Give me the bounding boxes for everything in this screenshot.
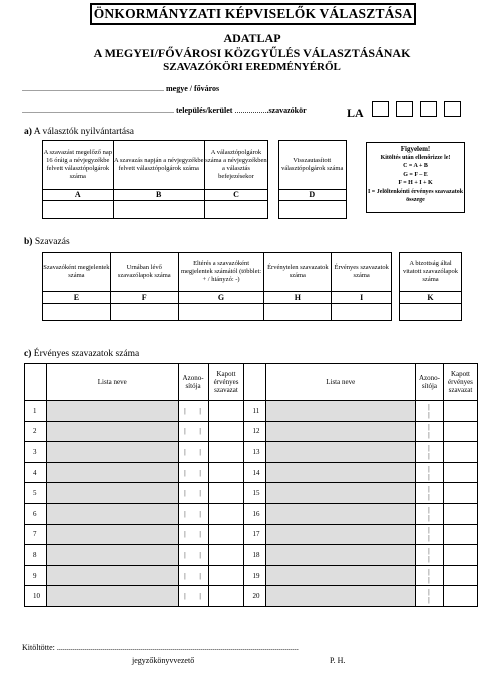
list-name-cell[interactable] [266, 524, 416, 545]
votes-header-right: Kapott érvényes szavazat [443, 364, 477, 401]
row-number: 12 [244, 421, 266, 442]
col-b-header: A szavazás napján a névjegyzékbe felvett választópolgárok száma [113, 141, 204, 190]
list-id-cell[interactable]: | | [415, 503, 443, 524]
list-id-cell[interactable]: | | [178, 442, 208, 463]
table-row [25, 483, 478, 504]
list-name-header-left: Lista neve [46, 364, 178, 401]
voting-table [42, 252, 462, 321]
list-name-cell[interactable] [266, 483, 416, 504]
votes-cell[interactable] [443, 421, 477, 442]
col-e-header: Szavazóként megjelentek száma [43, 253, 111, 292]
settlement-label: település/kerület [176, 106, 233, 115]
row-number: 10 [25, 586, 47, 607]
col-h-value[interactable] [264, 304, 332, 321]
votes-cell[interactable] [208, 545, 244, 566]
list-id-cell[interactable]: | | [415, 524, 443, 545]
col-f-letter: F [110, 292, 178, 304]
notice-line-2: G = F – E [403, 171, 428, 178]
ph-label: P. H. [330, 656, 346, 665]
row-number: 17 [244, 524, 266, 545]
district-label: .szavazókör [266, 106, 307, 115]
col-h-letter: H [264, 292, 332, 304]
col-k-value[interactable] [400, 304, 462, 321]
filled-by-label: Kitöltötte: [22, 643, 55, 652]
voter-registry-table [42, 140, 347, 219]
section-c-heading [24, 349, 139, 359]
list-id-cell[interactable]: | | [178, 503, 208, 524]
col-d-value[interactable] [278, 201, 347, 219]
form-title: ÖNKORMÁNYZATI KÉPVISELŐK VÁLASZTÁSA [90, 3, 416, 25]
votes-cell[interactable] [208, 401, 244, 422]
list-name-cell[interactable] [266, 401, 416, 422]
settlement-row [22, 106, 307, 116]
list-name-cell[interactable] [266, 442, 416, 463]
district-dots[interactable]: ................ [234, 106, 267, 115]
col-a-value[interactable] [43, 201, 114, 219]
col-h-header: Érvénytelen szavazatok száma [264, 253, 332, 292]
row-number: 5 [25, 483, 47, 504]
list-name-cell[interactable] [46, 565, 178, 586]
row-number: 7 [25, 524, 47, 545]
notice-line-3: F = H + I + K [398, 180, 433, 186]
list-name-cell[interactable] [46, 442, 178, 463]
row-number: 9 [25, 565, 47, 586]
row-number: 1 [25, 401, 47, 422]
list-id-cell[interactable]: | | [178, 545, 208, 566]
table-row [25, 524, 478, 545]
la-box-2[interactable] [396, 101, 413, 117]
col-i-value[interactable] [332, 304, 392, 321]
list-name-cell[interactable] [266, 545, 416, 566]
list-id-cell[interactable]: | | [415, 483, 443, 504]
col-d-header: Visszautasított választópolgárok száma [278, 141, 347, 190]
votes-cell[interactable] [443, 565, 477, 586]
row-number: 2 [25, 421, 47, 442]
row-number: 4 [25, 462, 47, 483]
list-name-header-right: Lista neve [266, 364, 416, 401]
list-name-cell[interactable] [46, 421, 178, 442]
list-id-cell[interactable]: | | [178, 586, 208, 607]
col-k-header: A bizottság által vitatott szavazólapok száma [400, 253, 462, 292]
col-d-letter: D [278, 190, 347, 201]
table-row [25, 586, 478, 607]
votes-cell[interactable] [208, 442, 244, 463]
row-number: 14 [244, 462, 266, 483]
notice-line-4: I = Jelöltenkénti érvényes szavazatok összege [367, 188, 464, 203]
col-f-header: Urnában lévő szavazólapok száma [110, 253, 178, 292]
list-id-cell[interactable]: | | [415, 401, 443, 422]
row-number: 16 [244, 503, 266, 524]
votes-cell[interactable] [443, 545, 477, 566]
row-number: 6 [25, 503, 47, 524]
list-name-cell[interactable] [46, 401, 178, 422]
section-c-title: Érvényes szavazatok száma [33, 349, 140, 359]
votes-cell[interactable] [208, 421, 244, 442]
table-row [25, 545, 478, 566]
list-id-cell[interactable]: | | [178, 421, 208, 442]
list-name-cell[interactable] [266, 586, 416, 607]
section-b-heading [24, 237, 70, 247]
col-i-header: Érvényes szavazatok száma [332, 253, 392, 292]
row-number: 15 [244, 483, 266, 504]
votes-cell[interactable] [208, 462, 244, 483]
list-name-cell[interactable] [46, 483, 178, 504]
id-header-right: Azono-sítója [415, 364, 443, 401]
votes-cell[interactable] [208, 524, 244, 545]
col-f-value[interactable] [110, 304, 178, 321]
county-dots[interactable]: ....................................................................... [22, 84, 164, 93]
votes-cell[interactable] [443, 401, 477, 422]
list-id-cell[interactable]: | | [415, 462, 443, 483]
notary-label: jegyzőkönyvvezető [132, 656, 195, 665]
list-id-cell[interactable]: | | [178, 565, 208, 586]
notice-line-1: C = A + B [403, 163, 428, 169]
col-c-header: A választópolgárok száma a névjegyzékben a választás befejezésekor [204, 141, 267, 190]
col-c-letter: C [204, 190, 267, 201]
settlement-dots[interactable]: ............................................................................ [22, 106, 174, 115]
votes-cell[interactable] [208, 503, 244, 524]
table-gap [268, 141, 278, 190]
list-name-cell[interactable] [46, 586, 178, 607]
col-e-letter: E [43, 292, 111, 304]
votes-header-left: Kapott érvényes szavazat [208, 364, 244, 401]
section-a-title: A választók nyilvántartása [33, 127, 135, 137]
table-row [25, 462, 478, 483]
list-id-cell[interactable]: | | [415, 565, 443, 586]
section-a-marker: a) [24, 127, 32, 137]
list-name-cell[interactable] [46, 462, 178, 483]
row-number: 19 [244, 565, 266, 586]
list-id-cell[interactable]: | | [415, 545, 443, 566]
list-name-cell[interactable] [266, 421, 416, 442]
filled-by-dots[interactable]: ......................................................................................................................... [56, 643, 299, 652]
list-id-cell[interactable]: | | [178, 401, 208, 422]
votes-cell[interactable] [443, 586, 477, 607]
row-number: 8 [25, 545, 47, 566]
col-b-letter: B [113, 190, 204, 201]
votes-cell[interactable] [208, 586, 244, 607]
votes-cell[interactable] [443, 462, 477, 483]
row-number: 13 [244, 442, 266, 463]
row-number: 3 [25, 442, 47, 463]
list-name-cell[interactable] [46, 524, 178, 545]
col-k-letter: K [400, 292, 462, 304]
votes-cell[interactable] [208, 483, 244, 504]
col-g-value[interactable] [178, 304, 264, 321]
list-name-cell[interactable] [266, 503, 416, 524]
footer-filled-row [22, 643, 299, 652]
la-box-4[interactable] [444, 101, 461, 117]
section-c-marker: c) [24, 349, 32, 359]
votes-cell[interactable] [443, 524, 477, 545]
votes-cell[interactable] [443, 442, 477, 463]
heading-line-2: A MEGYEI/FŐVÁROSI KÖZGYŰLÉS VÁLASZTÁSÁNAK [93, 46, 411, 60]
list-id-cell[interactable]: | | [415, 586, 443, 607]
table-row [25, 565, 478, 586]
notice-subtitle: Kitöltés után ellenőrizze le! [380, 154, 451, 161]
col-g-header: Eltérés a szavazóként megjelentek számától (többlet: + / hiányzó: -) [178, 253, 264, 292]
col-g-letter: G [178, 292, 264, 304]
list-name-cell[interactable] [46, 545, 178, 566]
col-a-header: A szavazást megelőző nap 16 óráig a névjegyzékbe felvett választópolgárok száma [43, 141, 114, 190]
section-b-marker: b) [24, 237, 33, 247]
list-name-cell[interactable] [46, 503, 178, 524]
row-number: 11 [244, 401, 266, 422]
la-box-1[interactable] [372, 101, 389, 117]
votes-cell[interactable] [443, 483, 477, 504]
col-c-value[interactable] [204, 201, 267, 219]
id-header-left: Azono-sítója [178, 364, 208, 401]
votes-cell[interactable] [443, 503, 477, 524]
col-e-value[interactable] [43, 304, 111, 321]
col-i-letter: I [332, 292, 392, 304]
list-id-cell[interactable]: | | [415, 421, 443, 442]
col-a-letter: A [43, 190, 114, 201]
la-label: LA [347, 106, 364, 120]
heading-line-3: SZAVAZÓKÖRI EREDMÉNYÉRŐL [163, 61, 341, 73]
notice-title: Figyelem! [400, 145, 431, 153]
county-label: megye / főváros [166, 84, 220, 93]
table-row [25, 421, 478, 442]
valid-votes-table [24, 363, 478, 607]
list-id-cell[interactable]: | | [178, 483, 208, 504]
section-b-title: Szavazás [34, 237, 70, 247]
table-row [25, 503, 478, 524]
table-row [25, 401, 478, 422]
la-box-3[interactable] [420, 101, 437, 117]
list-name-cell[interactable] [266, 565, 416, 586]
col-b-value[interactable] [113, 201, 204, 219]
votes-cell[interactable] [208, 565, 244, 586]
heading-line-1: ADATLAP [223, 31, 281, 45]
list-id-cell[interactable]: | | [178, 462, 208, 483]
table-row [25, 442, 478, 463]
section-a-heading [24, 127, 134, 137]
list-name-cell[interactable] [266, 462, 416, 483]
notice-box [366, 142, 465, 213]
list-id-cell[interactable]: | | [415, 442, 443, 463]
list-id-cell[interactable]: | | [178, 524, 208, 545]
row-number: 18 [244, 545, 266, 566]
county-row [22, 84, 219, 94]
row-number: 20 [244, 586, 266, 607]
